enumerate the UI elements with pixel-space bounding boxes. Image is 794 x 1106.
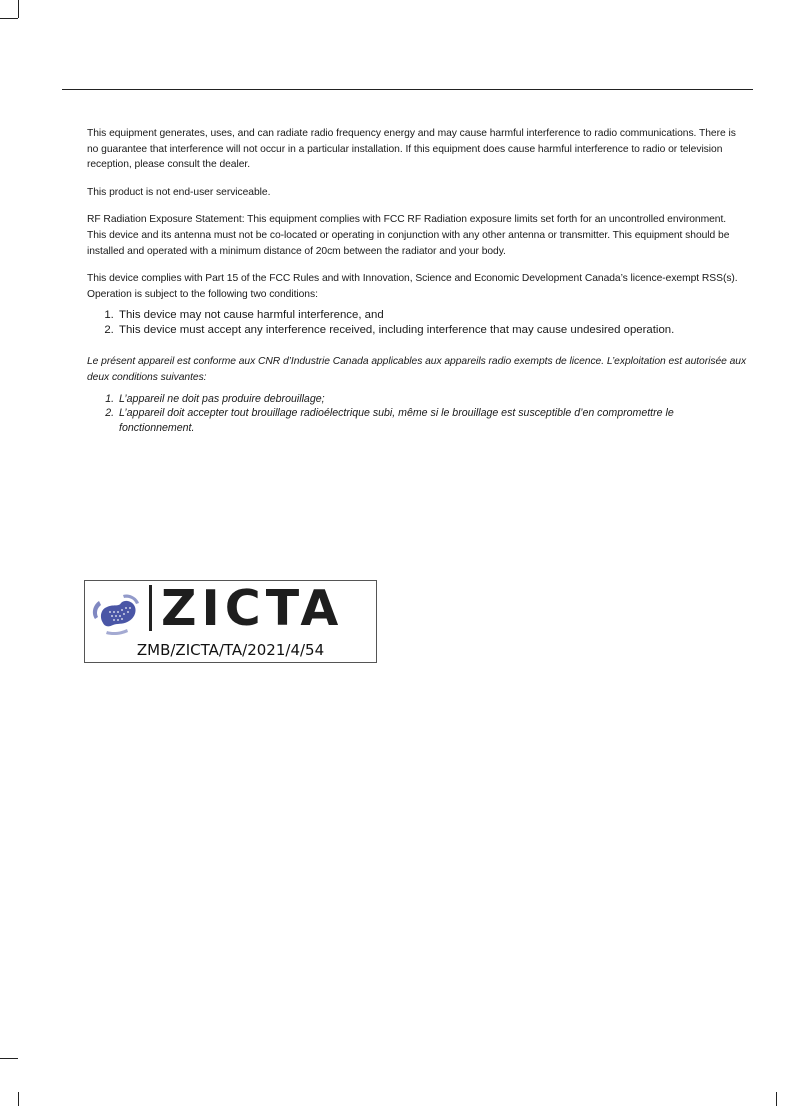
list-item: 1. L’appareil ne doit pas produire debrouillage; [117,392,747,407]
zicta-approval-label [84,580,377,663]
rf-exposure-paragraph: RF Radiation Exposure Statement: This equipment complies with FCC RF Radiation exposure limits set forth for an uncontrolled environment. This device and its antenna must not be co-located or operating in conjunction with any other antenna or transmitter. This equipment should be installed and operated with a minimum distance of 20cm between the radiator and your body. [87,214,730,257]
crop-mark-top-left [0,18,18,19]
approval-code: ZMB/ZICTA/TA/2021/4/54 [136,641,325,659]
conditions-en-list [87,308,747,338]
list-item: 2. This device must accept any interference received, including interference that may cause undesired operation. [117,323,747,338]
serviceable-paragraph: This product is not end-user serviceable. [87,186,271,198]
list-item: 2. L’appareil doit accepter tout brouillage radioélectrique subi, même si le brouillage est susceptible d’en compromettre le fonctionnement. [117,406,747,435]
crop-mark-bottom-right-vertical [776,1092,777,1106]
part15-paragraph: This device complies with Part 15 of the FCC Rules and with Innovation, Science and Economic Development Canada’s licence-exempt RSS(s). Operation is subject to the following two conditions: [87,273,738,300]
ic-french-paragraph: Le présent appareil est conforme aux CNR d’Industrie Canada applicables aux appareils radio exempts de licence. L’exploitation est autorisée aux deux conditions suivantes: [87,356,747,383]
logo-divider [149,585,152,631]
zicta-emblem-icon [89,587,143,637]
conditions-fr-list [87,392,747,436]
list-item: 1. This device may not cause harmful interference, and [117,308,747,323]
zicta-wordmark: ZICTA [161,580,344,637]
regulatory-text [87,126,747,451]
crop-mark-top-left-vertical [18,0,19,18]
header-rule [62,89,753,90]
fcc-interference-paragraph: This equipment generates, uses, and can radiate radio frequency energy and may cause harmful interference to radio communications. There is no guarantee that interference will not occur in a particular installation. If this equipment does cause harmful interference to radio or television reception, please consult the dealer. [87,128,736,171]
crop-mark-bottom-left [0,1058,18,1059]
crop-mark-bottom-left-vertical [18,1092,19,1106]
